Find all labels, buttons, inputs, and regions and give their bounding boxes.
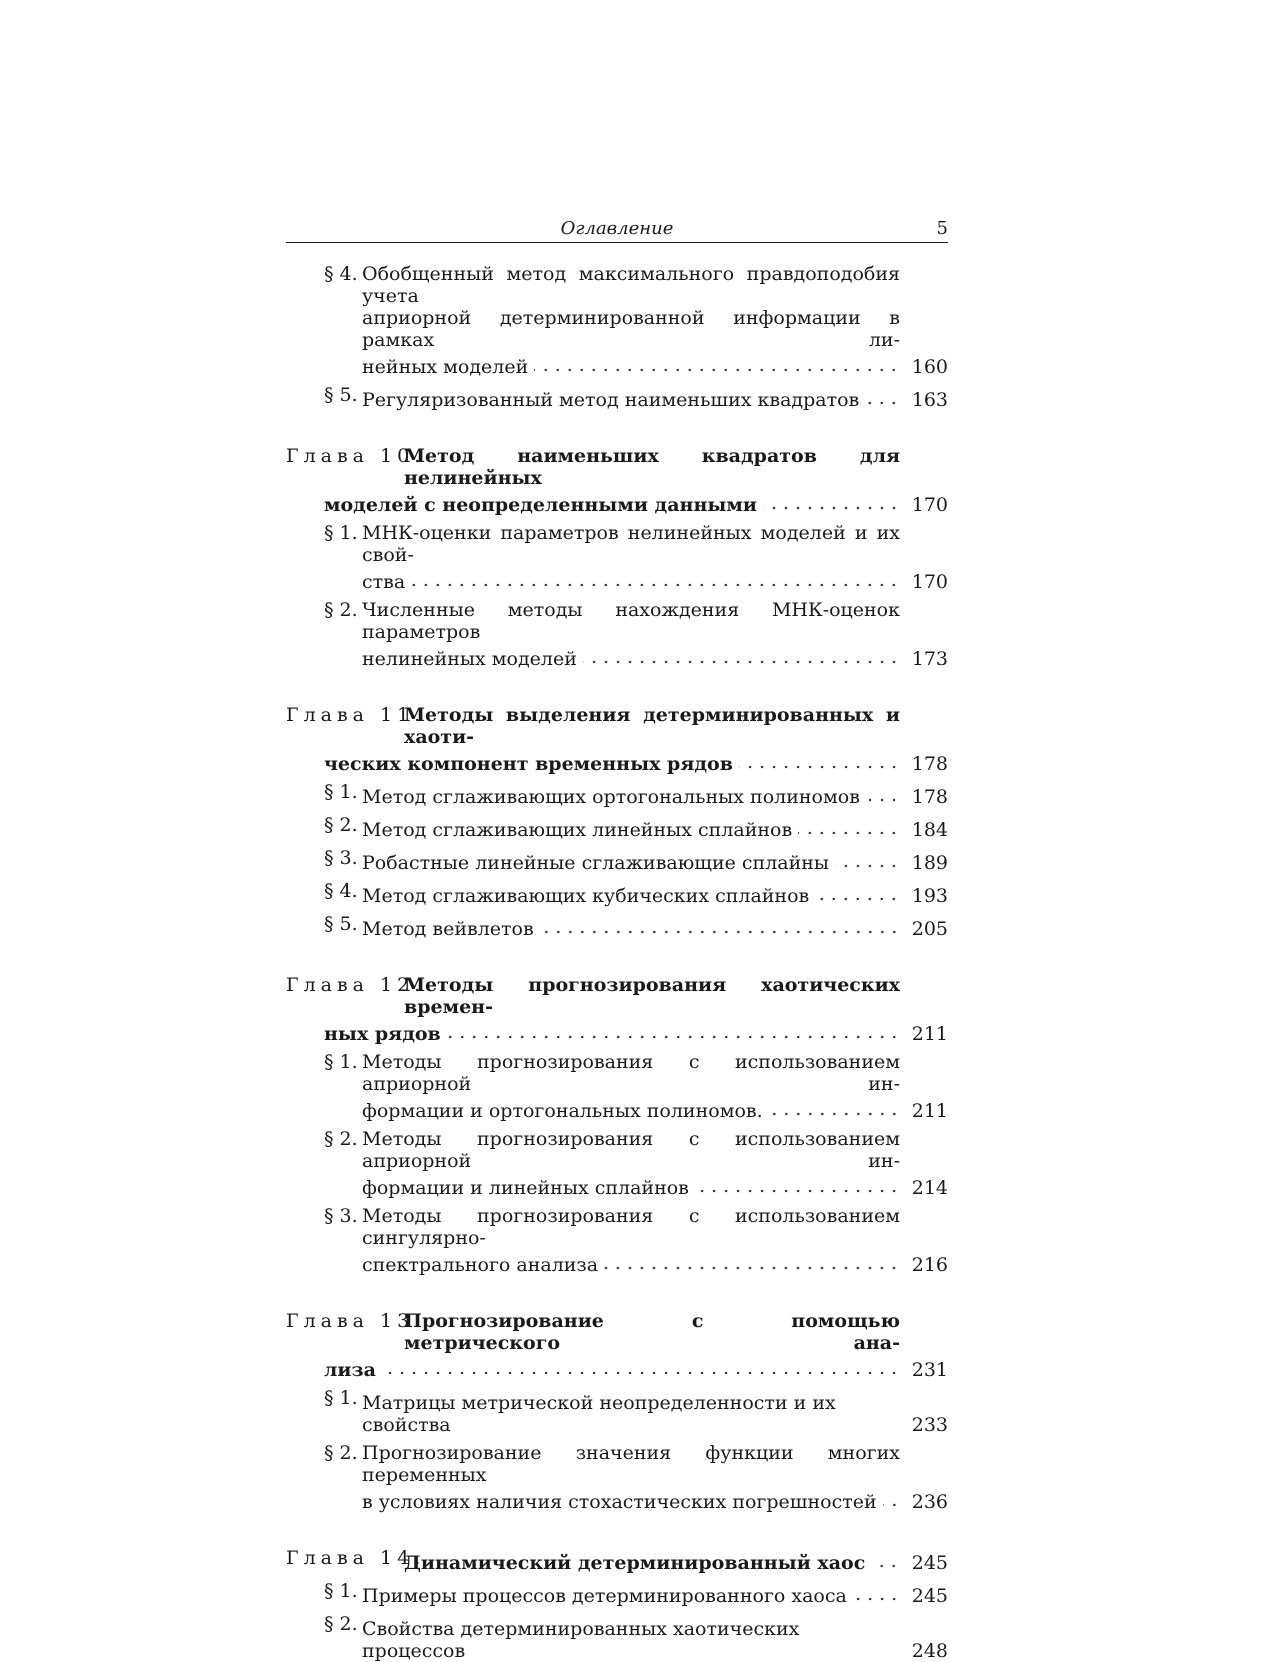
title-line bbox=[362, 351, 900, 378]
entry-title bbox=[362, 263, 900, 378]
section-number: § 4. bbox=[324, 263, 358, 285]
title-line bbox=[362, 913, 900, 940]
chapter-number: Глава 10. bbox=[286, 445, 426, 467]
title-text: Методы выделения детерминированных и хаоти- bbox=[404, 704, 900, 748]
entry-body bbox=[286, 974, 900, 1045]
title-line bbox=[362, 599, 900, 643]
page-ref: 245 bbox=[911, 1585, 948, 1607]
entry-body bbox=[324, 1613, 900, 1662]
entry-body bbox=[324, 1205, 900, 1276]
title-text: Робастные линейные сглаживающие сплайны bbox=[362, 852, 830, 874]
toc-section-entry bbox=[286, 880, 948, 907]
title-text: Методы прогнозирования хаотических времен- bbox=[404, 974, 900, 1018]
page-ref: 173 bbox=[911, 648, 948, 670]
title-line bbox=[362, 847, 900, 874]
entry-body bbox=[286, 1310, 900, 1381]
title-line bbox=[362, 1205, 900, 1249]
leader-dots bbox=[382, 1354, 900, 1376]
page-ref: 189 bbox=[911, 852, 948, 874]
section-number: § 2. bbox=[324, 1442, 358, 1464]
leader-dots bbox=[583, 643, 900, 665]
title-text: Методы прогнозирования с использованием априорной ин- bbox=[362, 1051, 900, 1095]
entry-title bbox=[362, 1613, 900, 1662]
title-text: Метод сглаживающих линейных сплайнов bbox=[362, 819, 793, 841]
title-line bbox=[324, 748, 900, 775]
title-line bbox=[362, 1486, 900, 1513]
leader-dots bbox=[815, 880, 900, 902]
title-text: Свойства детерминированных хаотических процессов bbox=[362, 1618, 800, 1662]
title-text: нейных моделей bbox=[362, 356, 529, 378]
entry-title bbox=[362, 913, 900, 940]
toc-section-entry bbox=[286, 1580, 948, 1607]
title-line bbox=[324, 1354, 900, 1381]
leader-dots bbox=[447, 1018, 900, 1040]
title-line bbox=[362, 1249, 900, 1276]
leader-dots bbox=[866, 781, 900, 803]
toc-section-entry bbox=[286, 781, 948, 808]
section-number: § 2. bbox=[324, 599, 358, 621]
title-text: Обобщенный метод максимального правдоподобия учета bbox=[362, 263, 900, 307]
page-ref: 231 bbox=[911, 1359, 948, 1381]
section-number: § 1. bbox=[324, 1580, 358, 1602]
title-line bbox=[362, 643, 900, 670]
entry-body bbox=[324, 781, 900, 808]
entry-body bbox=[286, 704, 900, 775]
toc-section-entry bbox=[286, 384, 948, 411]
chapter-number: Глава 12. bbox=[286, 974, 426, 996]
entry-body bbox=[324, 1128, 900, 1199]
section-number: § 1. bbox=[324, 1051, 358, 1073]
title-line bbox=[362, 1128, 900, 1172]
leader-dots bbox=[798, 814, 900, 836]
entry-title bbox=[362, 1205, 900, 1276]
title-text: Регуляризованный метод наименьших квадратов bbox=[362, 389, 860, 411]
toc-section-entry bbox=[286, 1051, 948, 1122]
title-text: Методы прогнозирования с использованием априорной ин- bbox=[362, 1128, 900, 1172]
title-line bbox=[404, 1547, 900, 1574]
leader-dots bbox=[540, 913, 900, 935]
title-line bbox=[362, 522, 900, 566]
page-number: 5 bbox=[936, 218, 948, 239]
page-ref: 184 bbox=[911, 819, 948, 841]
title-line bbox=[362, 307, 900, 351]
title-line bbox=[362, 1095, 900, 1122]
entry-title bbox=[362, 384, 900, 411]
title-line bbox=[362, 814, 900, 841]
section-number: § 5. bbox=[324, 913, 358, 935]
leader-dots bbox=[835, 847, 900, 869]
entry-body bbox=[324, 1387, 900, 1436]
page-ref: 233 bbox=[911, 1414, 948, 1436]
title-line bbox=[362, 1613, 900, 1662]
toc-section-entry bbox=[286, 913, 948, 940]
entry-title bbox=[362, 1442, 900, 1513]
entry-body bbox=[324, 1580, 900, 1607]
entry-body bbox=[324, 913, 900, 940]
title-text: МНК-оценки параметров нелинейных моделей и их свой- bbox=[362, 522, 900, 566]
title-text: Метод вейвлетов bbox=[362, 918, 534, 940]
leader-dots bbox=[763, 489, 900, 511]
page-ref: 163 bbox=[911, 389, 948, 411]
page-ref: 170 bbox=[911, 494, 948, 516]
title-text: моделей с неопределенными данными bbox=[324, 494, 757, 516]
title-text: Динамический детерминированный хаос bbox=[404, 1552, 866, 1574]
section-number: § 2. bbox=[324, 1128, 358, 1150]
entry-body bbox=[324, 522, 900, 593]
chapter-number: Глава 11. bbox=[286, 704, 426, 726]
toc-section-entry bbox=[286, 599, 948, 670]
leader-dots bbox=[853, 1580, 900, 1602]
title-text: Методы прогнозирования с использованием сингулярно- bbox=[362, 1205, 900, 1249]
title-text: нелинейных моделей bbox=[362, 648, 577, 670]
title-line bbox=[362, 781, 900, 808]
page-ref: 205 bbox=[911, 918, 948, 940]
section-number: § 1. bbox=[324, 781, 358, 803]
entry-body bbox=[324, 1051, 900, 1122]
title-line bbox=[362, 1172, 900, 1199]
toc-section-entry bbox=[286, 522, 948, 593]
toc-section-entry bbox=[286, 1205, 948, 1276]
page-ref: 178 bbox=[911, 753, 948, 775]
leader-dots bbox=[769, 1095, 900, 1117]
page-ref: 214 bbox=[911, 1177, 948, 1199]
title-line bbox=[362, 384, 900, 411]
title-text: Прогнозирование значения функции многих переменных bbox=[362, 1442, 900, 1486]
section-number: § 2. bbox=[324, 814, 358, 836]
title-line bbox=[324, 1018, 900, 1045]
running-head bbox=[286, 214, 948, 243]
page-ref: 245 bbox=[911, 1552, 948, 1574]
toc-section-entry bbox=[286, 847, 948, 874]
title-text: ческих компонент временных рядов bbox=[324, 753, 733, 775]
entry-title bbox=[362, 1580, 900, 1607]
title-line bbox=[324, 489, 900, 516]
toc-page bbox=[286, 214, 948, 1662]
title-text: априорной детерминированной информации в рамках ли- bbox=[362, 307, 900, 351]
section-number: § 1. bbox=[324, 1387, 358, 1409]
entry-title bbox=[362, 1387, 900, 1436]
title-line bbox=[362, 1387, 900, 1436]
entry-title bbox=[362, 1051, 900, 1122]
toc-chapter-entry bbox=[286, 1547, 948, 1574]
leader-dots bbox=[883, 1486, 900, 1508]
toc-section-entry bbox=[286, 1128, 948, 1199]
toc-chapter-entry bbox=[286, 974, 948, 1045]
title-line bbox=[362, 1051, 900, 1095]
toc-chapter-entry bbox=[286, 1310, 948, 1381]
title-line bbox=[362, 263, 900, 307]
title-text: Прогнозирование с помощью метрического ана- bbox=[404, 1310, 900, 1354]
title-line bbox=[362, 1442, 900, 1486]
title-line bbox=[404, 1310, 900, 1354]
entry-title bbox=[362, 880, 900, 907]
leader-dots bbox=[739, 748, 900, 770]
entry-body bbox=[286, 1547, 900, 1574]
entry-body bbox=[324, 599, 900, 670]
toc-section-entry bbox=[286, 814, 948, 841]
entry-body bbox=[324, 880, 900, 907]
leader-dots bbox=[604, 1249, 900, 1271]
title-text: ства bbox=[362, 571, 406, 593]
section-number: § 3. bbox=[324, 847, 358, 869]
toc-chapter-entry bbox=[286, 704, 948, 775]
entry-body bbox=[324, 847, 900, 874]
chapter-number: Глава 13. bbox=[286, 1310, 426, 1332]
chapter-number: Глава 14. bbox=[286, 1547, 426, 1569]
entry-body bbox=[324, 384, 900, 411]
leader-dots bbox=[411, 566, 900, 588]
toc-section-entry bbox=[286, 1387, 948, 1436]
page-ref: 160 bbox=[911, 356, 948, 378]
title-line bbox=[404, 974, 900, 1018]
section-number: § 1. bbox=[324, 522, 358, 544]
entry-body bbox=[324, 1442, 900, 1513]
title-text: Численные методы нахождения МНК-оценок параметров bbox=[362, 599, 900, 643]
title-text: ных рядов bbox=[324, 1023, 441, 1045]
page-ref: 170 bbox=[911, 571, 948, 593]
entry-title bbox=[362, 814, 900, 841]
section-number: § 4. bbox=[324, 880, 358, 902]
running-title: Оглавление bbox=[560, 218, 674, 239]
page-ref: 248 bbox=[911, 1640, 948, 1662]
title-text: формации и линейных сплайнов bbox=[362, 1177, 689, 1199]
title-line bbox=[362, 1580, 900, 1607]
title-text: лиза bbox=[324, 1359, 376, 1381]
page-ref: 178 bbox=[911, 786, 948, 808]
section-number: § 2. bbox=[324, 1613, 358, 1635]
section-number: § 5. bbox=[324, 384, 358, 406]
entry-title bbox=[362, 1128, 900, 1199]
title-text: Метод сглаживающих ортогональных полиномов bbox=[362, 786, 860, 808]
toc-chapter-entry bbox=[286, 445, 948, 516]
entry-body bbox=[324, 814, 900, 841]
page-ref: 211 bbox=[911, 1023, 948, 1045]
entry-title bbox=[362, 522, 900, 593]
entry-body bbox=[324, 263, 900, 378]
leader-dots bbox=[865, 384, 900, 406]
title-line bbox=[362, 880, 900, 907]
title-text: Матрицы метрической неопределенности и их свойства bbox=[362, 1392, 836, 1436]
title-text: Метод сглаживающих кубических сплайнов bbox=[362, 885, 810, 907]
toc-section-entry bbox=[286, 263, 948, 378]
page-ref: 216 bbox=[911, 1254, 948, 1276]
entry-title bbox=[362, 847, 900, 874]
leader-dots bbox=[871, 1547, 900, 1569]
page-ref: 211 bbox=[911, 1100, 948, 1122]
title-text: в условиях наличия стохастических погрешностей bbox=[362, 1491, 877, 1513]
leader-dots bbox=[695, 1172, 900, 1194]
toc-section-entry bbox=[286, 1613, 948, 1662]
title-line bbox=[362, 566, 900, 593]
table-of-contents bbox=[286, 263, 948, 1662]
title-text: Метод наименьших квадратов для нелинейных bbox=[404, 445, 900, 489]
title-text: спектрального анализа bbox=[362, 1254, 599, 1276]
section-number: § 3. bbox=[324, 1205, 358, 1227]
leader-dots bbox=[534, 351, 900, 373]
entry-title bbox=[362, 599, 900, 670]
title-line bbox=[404, 445, 900, 489]
entry-title bbox=[404, 1547, 900, 1574]
title-line bbox=[404, 704, 900, 748]
title-text: Примеры процессов детерминированного хаоса bbox=[362, 1585, 847, 1607]
entry-body bbox=[286, 445, 900, 516]
toc-section-entry bbox=[286, 1442, 948, 1513]
title-text: формации и ортогональных полиномов. bbox=[362, 1100, 763, 1122]
page-ref: 193 bbox=[911, 885, 948, 907]
page-ref: 236 bbox=[911, 1491, 948, 1513]
entry-title bbox=[362, 781, 900, 808]
